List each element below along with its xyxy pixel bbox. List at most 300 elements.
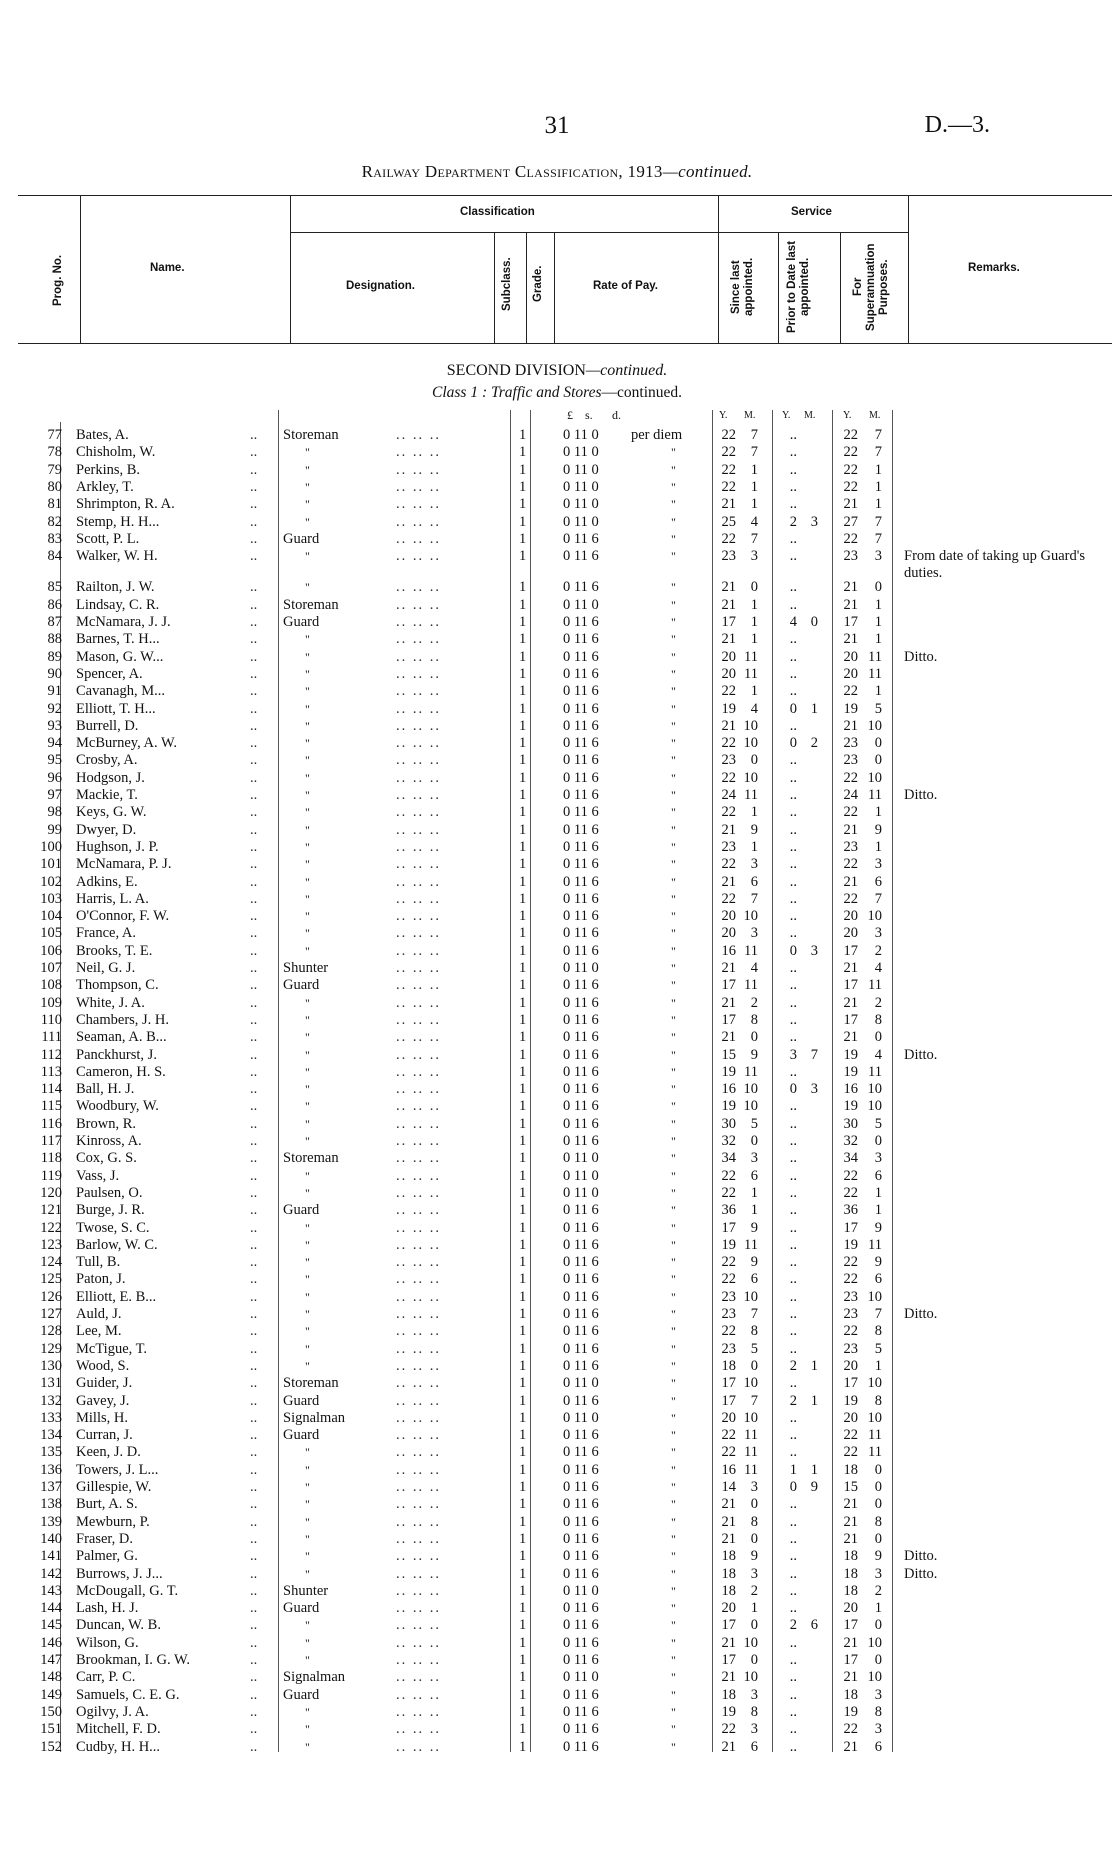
prior-years: 0	[789, 1081, 797, 1098]
leader-dots: .. .. ..	[396, 1669, 441, 1686]
grade: 1	[519, 1167, 527, 1184]
grade: 1	[519, 648, 527, 665]
since-last-years: 22	[721, 804, 736, 821]
header-rate-of-pay: Rate of Pay.	[593, 280, 658, 292]
pay-unit: "	[671, 580, 676, 595]
designation: "	[305, 666, 310, 681]
since-last-months: 11	[744, 1236, 758, 1253]
since-last-months: 1	[750, 1202, 758, 1219]
employee-name: Elliott, T. H...	[76, 700, 156, 717]
rate-of-pay: 0 11 6	[563, 1600, 599, 1617]
pay-unit: "	[671, 701, 676, 716]
prog-no: 133	[40, 1409, 62, 1426]
since-last-months: 6	[750, 1271, 758, 1288]
since-last-years: 23	[721, 1306, 736, 1322]
since-last-months: 0	[750, 1133, 758, 1149]
grade: 1	[519, 1392, 527, 1409]
since-last-years: 22	[721, 735, 736, 752]
since-last-months: 9	[750, 821, 758, 838]
leader-dots: .. .. ..	[396, 1617, 441, 1634]
rate-of-pay: 0 11 6	[563, 1444, 599, 1461]
since-last-months: 10	[743, 735, 758, 752]
rate-of-pay: 0 11 0	[563, 478, 599, 495]
designation: Guard	[283, 1686, 320, 1703]
division-name: SECOND DIVISION	[446, 362, 586, 379]
prog-no: 128	[40, 1323, 62, 1340]
leader-dots: ..	[250, 925, 258, 942]
designation: "	[305, 822, 310, 837]
grade: 1	[519, 1254, 527, 1271]
designation: "	[305, 1549, 310, 1564]
prior-years: 0	[789, 1479, 797, 1495]
employee-name: Spencer, A.	[76, 665, 143, 682]
grade: 1	[519, 1115, 527, 1132]
superannuation-months: 9	[874, 1254, 882, 1271]
rate-of-pay: 0 11 6	[563, 1340, 599, 1357]
prior-years: ..	[789, 665, 797, 682]
table-row	[0, 514, 1114, 531]
grade: 1	[519, 1738, 527, 1755]
superannuation-months: 10	[867, 769, 882, 786]
designation: "	[305, 874, 310, 889]
since-last-months: 0	[750, 1029, 758, 1046]
since-last-years: 17	[721, 614, 736, 630]
superannuation-months: 7	[874, 427, 882, 443]
superannuation-months: 5	[874, 1340, 882, 1357]
rate-of-pay: 0 11 6	[563, 1530, 599, 1547]
since-last-months: 1	[750, 631, 758, 648]
prog-no: 86	[47, 596, 62, 613]
prior-years: 2	[789, 513, 797, 530]
leader-dots: .. .. ..	[396, 1721, 441, 1738]
rate-of-pay: 0 11 0	[563, 1184, 599, 1201]
employee-name: Duncan, W. B.	[76, 1617, 161, 1634]
leader-dots: .. .. ..	[396, 1150, 441, 1167]
superannuation-months: 7	[874, 890, 882, 907]
table-row	[0, 1202, 1114, 1219]
superannuation-years: 23	[843, 548, 858, 565]
header-divider	[840, 232, 841, 343]
table-row	[0, 1306, 1114, 1323]
superannuation-months: 0	[874, 1496, 882, 1513]
designation: Shunter	[283, 1582, 329, 1599]
prog-no: 85	[47, 579, 62, 596]
since-last-years: 21	[721, 994, 736, 1011]
leader-dots: ..	[250, 1271, 258, 1288]
superannuation-years: 21	[843, 821, 858, 838]
prog-no: 121	[40, 1202, 62, 1219]
superannuation-months: 0	[874, 752, 882, 769]
leader-dots: .. .. ..	[396, 1703, 441, 1720]
rate-of-pay: 0 11 6	[563, 1306, 599, 1322]
employee-name: Seaman, A. B...	[76, 1029, 167, 1046]
rate-of-pay: 0 11 6	[563, 1513, 599, 1530]
rate-of-pay: 0 11 0	[563, 1409, 599, 1426]
superannuation-months: 1	[874, 683, 882, 700]
pay-unit: "	[671, 1116, 676, 1131]
since-last-months: 11	[744, 1063, 758, 1080]
leader-dots: .. .. ..	[396, 478, 441, 495]
employee-name: Harris, L. A.	[76, 890, 149, 907]
superannuation-months: 8	[874, 1011, 882, 1028]
leader-dots: ..	[250, 1029, 258, 1046]
designation: Storeman	[283, 427, 339, 443]
pay-unit: "	[671, 1307, 676, 1321]
designation: "	[305, 1653, 310, 1667]
grade: 1	[519, 1703, 527, 1720]
leader-dots: ..	[250, 752, 258, 769]
superannuation-years: 20	[843, 1600, 858, 1617]
rate-of-pay: 0 11 6	[563, 735, 599, 752]
employee-name: Burrell, D.	[76, 717, 139, 734]
rate-of-pay: 0 11 6	[563, 1081, 599, 1098]
table-row	[0, 1289, 1114, 1306]
superannuation-months: 1	[874, 478, 882, 495]
grade: 1	[519, 977, 527, 994]
superannuation-years: 20	[843, 925, 858, 942]
prior-years: ..	[789, 925, 797, 942]
rate-of-pay: 0 11 0	[563, 427, 599, 443]
superannuation-months: 3	[874, 856, 882, 873]
employee-name: Hughson, J. P.	[76, 838, 159, 855]
superannuation-months: 11	[868, 648, 882, 665]
designation: "	[305, 1082, 310, 1097]
employee-name: Lee, M.	[76, 1323, 122, 1340]
prior-years: ..	[789, 683, 797, 700]
designation: "	[305, 909, 310, 924]
header-subclass: Subclass.	[501, 257, 513, 311]
grade: 1	[519, 1513, 527, 1530]
prog-no: 108	[40, 977, 62, 994]
leader-dots: ..	[250, 1011, 258, 1028]
grade: 1	[519, 1236, 527, 1253]
employee-name: McNamara, J. J.	[76, 614, 171, 630]
since-last-years: 21	[721, 1530, 736, 1547]
since-last-months: 5	[750, 1340, 758, 1357]
rate-of-pay: 0 11 6	[563, 1392, 599, 1409]
superannuation-months: 10	[867, 717, 882, 734]
division-heading	[0, 362, 1114, 380]
leader-dots: ..	[250, 1409, 258, 1426]
table-row	[0, 960, 1114, 977]
prog-no: 104	[40, 908, 62, 925]
since-last-years: 19	[721, 700, 736, 717]
grade: 1	[519, 787, 527, 803]
superannuation-months: 10	[867, 1081, 882, 1098]
rate-of-pay: 0 11 0	[563, 1150, 599, 1167]
superannuation-years: 18	[843, 1548, 858, 1565]
employee-name: Walker, W. H.	[76, 548, 158, 565]
pay-unit: "	[671, 514, 676, 529]
designation: Guard	[283, 614, 320, 630]
leader-dots: ..	[250, 1115, 258, 1132]
since-last-months: 2	[750, 1582, 758, 1599]
table-row	[0, 548, 1114, 582]
pay-unit: "	[671, 1030, 676, 1045]
pay-unit: "	[671, 1134, 676, 1148]
pay-unit: "	[671, 1237, 676, 1252]
since-last-years: 16	[721, 1461, 736, 1478]
rate-of-pay: 0 11 0	[563, 1375, 599, 1392]
superannuation-months: 8	[874, 1703, 882, 1720]
prog-no: 138	[40, 1496, 62, 1513]
rate-of-pay: 0 11 0	[563, 1582, 599, 1599]
superannuation-months: 11	[868, 1063, 882, 1080]
unit-years: Y.	[782, 410, 791, 421]
leader-dots: ..	[250, 908, 258, 925]
since-last-months: 11	[744, 942, 758, 959]
since-last-months: 9	[750, 1046, 758, 1063]
rate-of-pay: 0 11 0	[563, 461, 599, 478]
leader-dots: ..	[250, 579, 258, 596]
remarks: Ditto.	[904, 1565, 938, 1582]
superannuation-months: 4	[874, 960, 882, 976]
table-row	[0, 787, 1114, 804]
leader-dots: ..	[250, 1479, 258, 1495]
leader-dots: ..	[250, 994, 258, 1011]
rate-of-pay: 0 11 6	[563, 530, 599, 547]
since-last-months: 9	[750, 1254, 758, 1271]
designation: "	[305, 1030, 310, 1045]
prior-years: ..	[789, 596, 797, 613]
employee-name: Brookman, I. G. W.	[76, 1652, 190, 1668]
superannuation-months: 9	[874, 821, 882, 838]
prog-no: 87	[47, 614, 62, 630]
table-row	[0, 1617, 1114, 1634]
table-row	[0, 462, 1114, 479]
grade: 1	[519, 838, 527, 855]
prog-no: 101	[40, 856, 62, 873]
leader-dots: .. .. ..	[396, 1375, 441, 1392]
leader-dots: ..	[250, 1600, 258, 1617]
pay-unit: "	[671, 788, 676, 802]
prior-years: ..	[789, 478, 797, 495]
designation: "	[305, 1255, 310, 1270]
table-row	[0, 1012, 1114, 1029]
since-last-years: 19	[721, 1236, 736, 1253]
prior-years: ..	[789, 821, 797, 838]
prog-no: 118	[40, 1150, 62, 1167]
since-last-years: 21	[721, 596, 736, 613]
grade: 1	[519, 925, 527, 942]
prior-years: 2	[789, 1357, 797, 1374]
superannuation-years: 18	[843, 1461, 858, 1478]
leader-dots: ..	[250, 1530, 258, 1547]
leader-dots: ..	[250, 1582, 258, 1599]
employee-name: Towers, J. L...	[76, 1461, 159, 1478]
prog-no: 126	[40, 1288, 62, 1305]
superannuation-months: 0	[874, 1133, 882, 1149]
superannuation-years: 21	[843, 1496, 858, 1513]
designation: Guard	[283, 530, 320, 547]
superannuation-years: 34	[843, 1150, 858, 1167]
designation: "	[305, 1134, 310, 1148]
superannuation-months: 10	[867, 1634, 882, 1651]
leader-dots: .. .. ..	[396, 1098, 441, 1115]
designation: Storeman	[283, 1375, 339, 1392]
designation: "	[305, 753, 310, 768]
prior-years: ..	[789, 1686, 797, 1703]
superannuation-months: 10	[867, 1288, 882, 1305]
since-last-years: 21	[721, 1496, 736, 1513]
grade: 1	[519, 1357, 527, 1374]
superannuation-months: 6	[874, 873, 882, 890]
rate-of-pay: 0 11 6	[563, 908, 599, 925]
employee-name: Perkins, B.	[76, 461, 141, 478]
pay-unit: "	[671, 1255, 676, 1270]
grade: 1	[519, 960, 527, 976]
pay-unit: "	[671, 839, 676, 854]
employee-name: Crosby, A.	[76, 752, 138, 769]
prog-no: 114	[40, 1081, 62, 1098]
unit-shillings: s.	[585, 408, 593, 422]
unit-pence: d.	[612, 408, 621, 422]
leader-dots: ..	[250, 1340, 258, 1357]
grade: 1	[519, 769, 527, 786]
leader-dots: ..	[250, 1703, 258, 1720]
employee-name: Chisholm, W.	[76, 444, 156, 461]
table-row	[0, 666, 1114, 683]
prior-years: 0	[789, 942, 797, 959]
prior-months: 3	[810, 1081, 818, 1098]
table-row	[0, 1150, 1114, 1167]
superannuation-years: 22	[843, 461, 858, 478]
since-last-years: 32	[721, 1133, 736, 1149]
table-row	[0, 1410, 1114, 1427]
rate-of-pay: 0 11 6	[563, 821, 599, 838]
superannuation-months: 1	[874, 1357, 882, 1374]
rate-of-pay: 0 11 6	[563, 752, 599, 769]
superannuation-years: 23	[843, 1288, 858, 1305]
leader-dots: ..	[250, 1652, 258, 1668]
prior-years: ..	[789, 890, 797, 907]
leader-dots: .. .. ..	[396, 1029, 441, 1046]
grade: 1	[519, 1652, 527, 1668]
employee-name: McDougall, G. T.	[76, 1582, 179, 1599]
prog-no: 136	[40, 1461, 62, 1478]
rate-of-pay: 0 11 6	[563, 873, 599, 890]
since-last-months: 2	[750, 994, 758, 1011]
table-row	[0, 444, 1114, 461]
prior-years: 2	[789, 1617, 797, 1634]
superannuation-months: 0	[874, 1530, 882, 1547]
leader-dots: .. .. ..	[396, 579, 441, 596]
leader-dots: ..	[250, 665, 258, 682]
prog-no: 100	[40, 838, 62, 855]
designation: "	[305, 1358, 310, 1373]
since-last-months: 7	[750, 530, 758, 547]
superannuation-months: 1	[874, 1202, 882, 1219]
since-last-months: 8	[750, 1323, 758, 1340]
since-last-months: 1	[750, 838, 758, 855]
employee-name: Brooks, T. E.	[76, 942, 153, 959]
employee-name: Lash, H. J.	[76, 1600, 139, 1617]
prog-no: 141	[40, 1548, 62, 1565]
table-row	[0, 925, 1114, 942]
table-row	[0, 874, 1114, 891]
pay-unit: "	[671, 1358, 676, 1373]
table-row	[0, 1479, 1114, 1496]
leader-dots: ..	[250, 977, 258, 994]
designation: "	[305, 1480, 310, 1494]
superannuation-months: 5	[874, 1115, 882, 1132]
pay-unit: "	[671, 1687, 676, 1702]
pay-unit: "	[671, 1376, 676, 1391]
leader-dots: ..	[250, 1686, 258, 1703]
employee-name: Carr, P. C.	[76, 1669, 136, 1686]
superannuation-months: 1	[874, 631, 882, 648]
employee-name: Adkins, E.	[76, 873, 138, 890]
pay-unit: "	[671, 1220, 676, 1235]
grade: 1	[519, 1409, 527, 1426]
superannuation-years: 21	[843, 960, 858, 976]
leader-dots: ..	[250, 787, 258, 803]
prior-years: ..	[789, 548, 797, 565]
employee-name: Mills, H.	[76, 1409, 128, 1426]
prior-years: ..	[789, 461, 797, 478]
employee-name: Barnes, T. H...	[76, 631, 160, 648]
class-prefix: Class 1 :	[431, 384, 491, 401]
designation: Signalman	[283, 1669, 346, 1686]
table-row	[0, 1739, 1114, 1756]
pay-unit: "	[671, 718, 676, 733]
prior-months: 1	[810, 1357, 818, 1374]
prior-years: ..	[789, 1409, 797, 1426]
table-row	[0, 1323, 1114, 1340]
grade: 1	[519, 1323, 527, 1340]
header-divider	[718, 195, 719, 343]
since-last-years: 19	[721, 1063, 736, 1080]
since-last-years: 21	[721, 631, 736, 648]
table-row	[0, 1687, 1114, 1704]
employee-name: Fraser, D.	[76, 1530, 134, 1547]
prog-no: 122	[40, 1219, 62, 1236]
pay-unit: "	[671, 1722, 676, 1737]
pay-unit: "	[671, 1410, 676, 1425]
leader-dots: ..	[250, 1306, 258, 1322]
pay-unit: "	[671, 874, 676, 889]
since-last-months: 4	[750, 513, 758, 530]
superannuation-years: 20	[843, 908, 858, 925]
since-last-months: 1	[750, 496, 758, 513]
grade: 1	[519, 513, 527, 530]
superannuation-years: 19	[843, 1063, 858, 1080]
rate-of-pay: 0 11 0	[563, 960, 599, 976]
table-row	[0, 1029, 1114, 1046]
prior-years: ..	[789, 1288, 797, 1305]
superannuation-years: 21	[843, 1669, 858, 1686]
rate-of-pay: 0 11 6	[563, 1617, 599, 1634]
designation: "	[305, 1220, 310, 1235]
since-last-years: 18	[721, 1565, 736, 1582]
prog-no: 125	[40, 1271, 62, 1288]
rate-of-pay: 0 11 6	[563, 787, 599, 803]
prior-years: ..	[789, 1029, 797, 1046]
rate-of-pay: 0 11 6	[563, 1565, 599, 1582]
prog-no: 152	[40, 1738, 62, 1755]
designation: "	[305, 788, 310, 802]
grade: 1	[519, 427, 527, 443]
prior-years: 3	[789, 1046, 797, 1063]
prog-no: 89	[47, 648, 62, 665]
leader-dots: ..	[250, 614, 258, 630]
superannuation-years: 23	[843, 1340, 858, 1357]
pay-unit: "	[671, 1185, 676, 1200]
since-last-years: 23	[721, 1288, 736, 1305]
superannuation-months: 0	[874, 1461, 882, 1478]
designation: "	[305, 1445, 310, 1460]
pay-unit: "	[671, 549, 676, 564]
